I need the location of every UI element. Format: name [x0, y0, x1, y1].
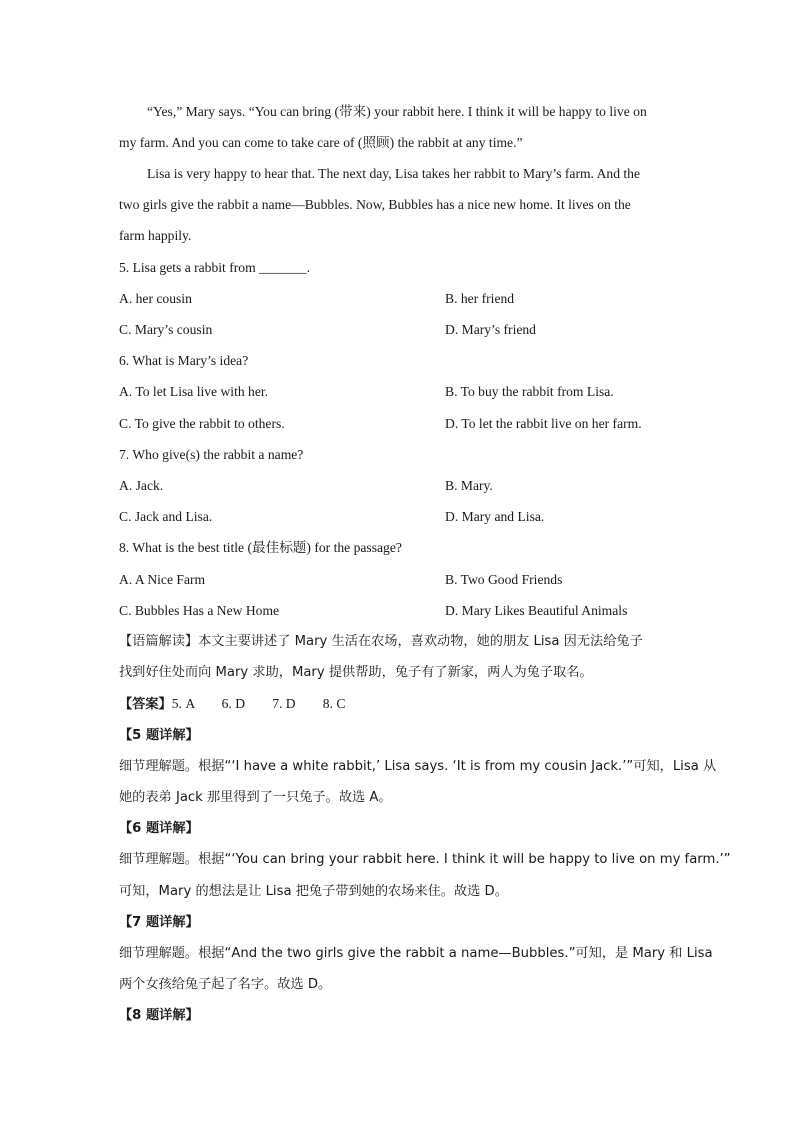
passage-text: Lisa is very happy to hear that. The next day, Lisa takes her rabbit to Mary’s farm. And the [147, 166, 641, 181]
option-d: D. Mary Likes Beautiful Animals [445, 603, 628, 618]
summary-text: 【语篇解读】本文主要讲述了 Mary 生活在农场，喜欢动物，她的朋友 Lisa 因无法给兔子 [119, 634, 643, 649]
answer-line [119, 695, 345, 714]
passage-text: my farm. And you can come to take care of (照顾) the rabbit at any time.” [119, 135, 523, 150]
answer-values: 5. A 6. D 7. D 8. C [171, 696, 346, 711]
option-c: C. To give the rabbit to others. [119, 416, 285, 431]
question-stem: 5. Lisa gets a rabbit from _______. [119, 260, 311, 275]
option-b: B. To buy the rabbit from Lisa. [445, 384, 614, 399]
explanation-text: 两个女孩给兔子起了名字。故选 D。 [119, 977, 332, 992]
option-a: A. To let Lisa live with her. [119, 384, 269, 399]
section-heading: 【6 题详解】 [119, 821, 199, 836]
section-heading: 【5 题详解】 [119, 728, 199, 743]
summary-text: 找到好住处而向 Mary 求助，Mary 提供帮助，兔子有了新家，两人为兔子取名。 [119, 665, 593, 680]
explanation-text: 细节理解题。根据“And the two girls give the rabbit a name—Bubbles.”可知，是 Mary 和 Lisa [119, 946, 713, 961]
question-stem: 6. What is Mary’s idea? [119, 353, 249, 368]
answer-label: 【答案】 [119, 697, 172, 712]
passage-text: farm happily. [119, 228, 192, 243]
option-c: C. Jack and Lisa. [119, 509, 213, 524]
question-stem: 7. Who give(s) the rabbit a name? [119, 447, 304, 462]
explanation-text: 可知，Mary 的想法是让 Lisa 把兔子带到她的农场来住。故选 D。 [119, 884, 508, 899]
explanation-text: 细节理解题。根据“‘I have a white rabbit,’ Lisa says. ‘It is from my cousin Jack.’”可知，Lisa 从 [119, 759, 717, 774]
passage-text: “Yes,” Mary says. “You can bring (带来) your rabbit here. I think it will be happy to live on [147, 104, 647, 119]
question-stem: 8. What is the best title (最佳标题) for the passage? [119, 540, 402, 555]
option-b: B. her friend [445, 291, 515, 306]
option-a: A. A Nice Farm [119, 572, 206, 587]
explanation-text: 她的表弟 Jack 那里得到了一只兔子。故选 A。 [119, 790, 392, 805]
option-c: C. Mary’s cousin [119, 322, 213, 337]
option-d: D. Mary and Lisa. [445, 509, 545, 524]
option-b: B. Mary. [445, 478, 493, 493]
option-a: A. her cousin [119, 291, 192, 306]
passage-text: two girls give the rabbit a name—Bubbles. Now, Bubbles has a nice new home. It lives on the [119, 197, 631, 212]
section-heading: 【8 题详解】 [119, 1008, 199, 1023]
option-a: A. Jack. [119, 478, 164, 493]
option-c: C. Bubbles Has a New Home [119, 603, 280, 618]
option-b: B. Two Good Friends [445, 572, 563, 587]
option-d: D. To let the rabbit live on her farm. [445, 416, 642, 431]
section-heading: 【7 题详解】 [119, 915, 199, 930]
option-d: D. Mary’s friend [445, 322, 536, 337]
explanation-text: 细节理解题。根据“‘You can bring your rabbit here. I think it will be happy to live on my farm.’” [119, 852, 731, 867]
